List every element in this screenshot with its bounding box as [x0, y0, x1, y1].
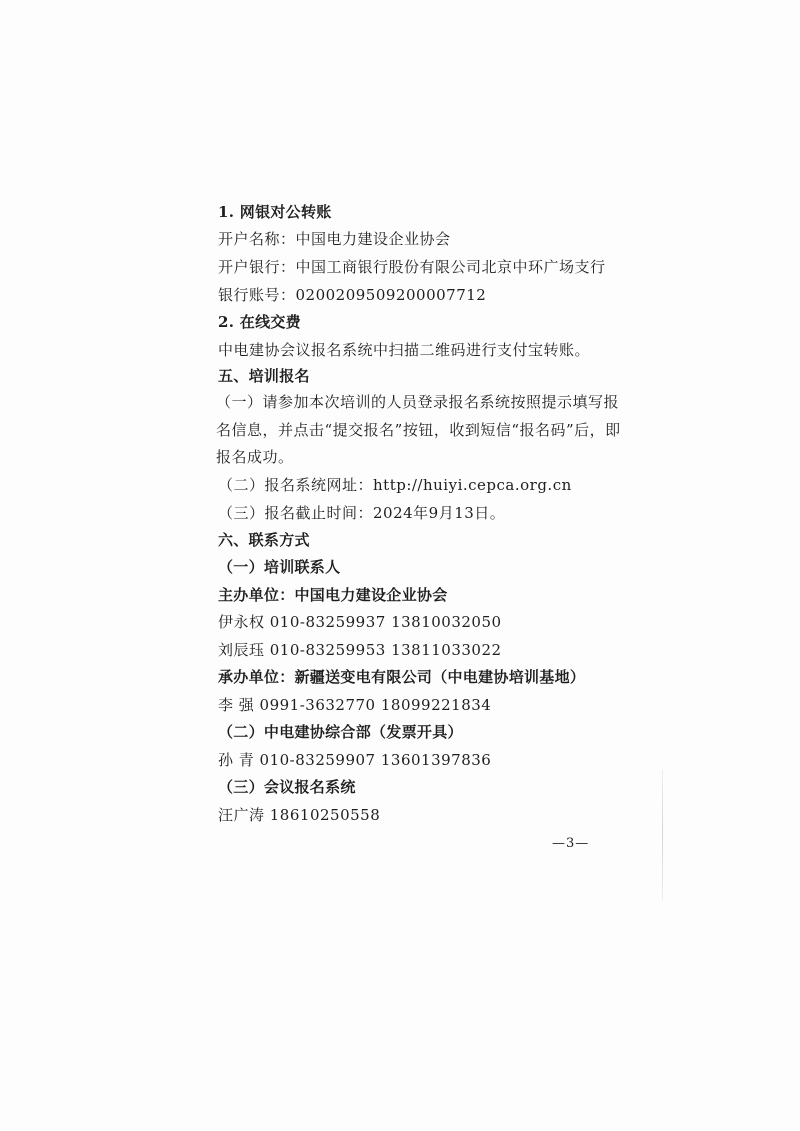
- contact-sun-qing: 孙 青 010-83259907 13601397836: [218, 751, 492, 769]
- registration-paragraph-line-3: 报名成功。: [216, 448, 294, 466]
- account-number: 银行账号：0200209509200007712: [218, 286, 487, 304]
- organizer: 承办单位：新疆送变电有限公司（中电建协培训基地）: [218, 668, 586, 686]
- section-five-heading: 五、培训报名: [218, 367, 310, 385]
- scan-edge-line: [662, 770, 663, 900]
- registration-paragraph-line-1: （一）请参加本次培训的人员登录报名系统按照提示填写报: [216, 393, 620, 411]
- contact-yi-yongquan: 伊永权 010-83259937 13810032050: [218, 613, 502, 631]
- heading-online-transfer: 1. 网银对公转账: [218, 203, 332, 221]
- contact-wang-guangtao: 汪广涛 18610250558: [218, 806, 381, 824]
- contact-liu-chenjue: 刘辰珏 010-83259953 13811033022: [218, 641, 502, 659]
- account-bank: 开户银行：中国工商银行股份有限公司北京中环广场支行: [218, 258, 606, 276]
- registration-paragraph-line-2: 名信息，并点击“提交报名”按钮，收到短信“报名码”后，即: [216, 421, 621, 439]
- account-name: 开户名称：中国电力建设企业协会: [218, 230, 451, 248]
- section-six-heading: 六、联系方式: [218, 531, 310, 549]
- contact-li-qiang: 李 强 0991-3632770 18099221834: [218, 696, 492, 714]
- general-department-heading: （二）中电建协综合部（发票开具）: [218, 723, 463, 741]
- registration-system-heading: （三）会议报名系统: [218, 778, 356, 796]
- heading-online-payment: 2. 在线交费: [218, 313, 301, 331]
- online-payment-text: 中电建协会议报名系统中扫描二维码进行支付宝转账。: [218, 341, 591, 359]
- training-contacts-heading: （一）培训联系人: [218, 558, 341, 576]
- page-number: —3—: [552, 836, 590, 851]
- registration-url: （二）报名系统网址：http://huiyi.cepca.org.cn: [218, 476, 572, 494]
- host-organization: 主办单位：中国电力建设企业协会: [218, 586, 448, 604]
- registration-deadline: （三）报名截止时间：2024年9月13日。: [218, 504, 506, 522]
